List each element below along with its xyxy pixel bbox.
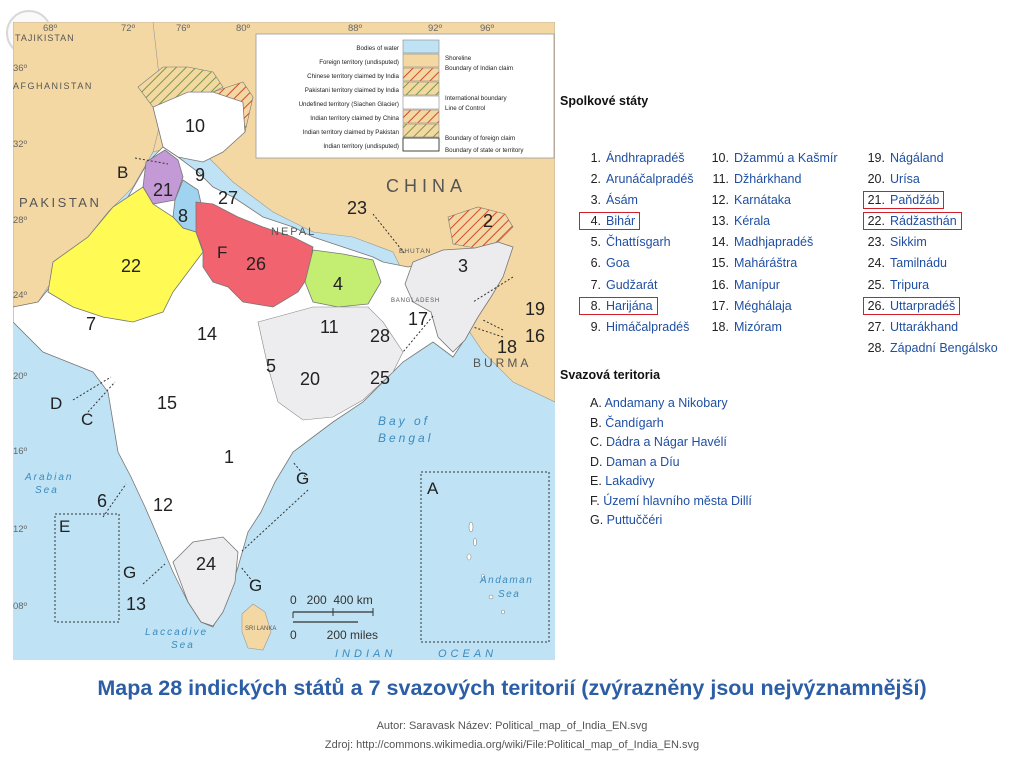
ut-name[interactable]: Daman a Díu (605, 454, 680, 469)
lon-label: 88º (348, 23, 363, 34)
state-number-label: 16 (525, 326, 546, 346)
label-bay: Bay of (378, 414, 431, 428)
state-number-label: 26 (246, 254, 267, 274)
ut-letter-label: C (81, 410, 94, 429)
state-list-item (710, 317, 838, 338)
ut-letter-label: F (217, 243, 228, 262)
label-china: CHINA (386, 176, 468, 196)
state-list-item (582, 296, 694, 317)
ut-list-item (590, 394, 752, 414)
ut-name[interactable]: Lakadivy (605, 474, 655, 488)
label-andaman-sea: Sea (498, 589, 521, 600)
state-name[interactable]: Madhjapradéš (734, 235, 814, 250)
state-number: 12. (711, 193, 729, 208)
ut-title: Svazová teritoria (560, 368, 661, 382)
ut-name[interactable]: Čandígarh (605, 415, 664, 430)
ut-letter: E. (590, 474, 606, 488)
state-number: 15. (711, 256, 729, 271)
state-name[interactable]: Himáčalpradéš (606, 319, 690, 334)
state-number-label: 7 (86, 314, 97, 334)
state-name[interactable]: Džhárkhand (734, 172, 802, 187)
state-number: 23. (867, 235, 885, 250)
states-title: Spolkové státy (560, 94, 649, 108)
ut-letter: B. (590, 415, 606, 430)
state-number-label: 12 (153, 495, 174, 515)
lat-label: 12º (13, 524, 28, 535)
state-list-item (866, 211, 998, 232)
state-number-label: 23 (347, 198, 368, 218)
state-name[interactable]: Nágáland (890, 151, 944, 165)
state-number-label: 6 (97, 491, 108, 511)
india-political-map (13, 22, 555, 660)
state-list-item (582, 211, 694, 232)
state-list-item (866, 317, 998, 338)
ut-letter-label: D (50, 394, 63, 413)
state-list-item (582, 253, 694, 274)
lat-label: 16º (13, 446, 28, 457)
state-number: 25. (867, 277, 885, 292)
state-number: 28. (867, 340, 885, 355)
state-list-item (866, 232, 998, 253)
legend-label: Indian territory claimed by Pakistan (302, 129, 399, 136)
state-number-label: 19 (525, 299, 546, 319)
label-pakistan: PAKISTAN (19, 195, 102, 210)
scale-miles: 0 200 miles (290, 628, 379, 642)
state-name[interactable]: Harijána (606, 298, 653, 313)
state-name[interactable]: Méghálaja (734, 298, 792, 313)
state-number: 26. (867, 298, 885, 313)
state-list-item (582, 317, 694, 338)
state-name[interactable]: Tripura (890, 277, 930, 292)
state-name[interactable]: Ándhrapradéš (606, 151, 685, 165)
state-list-item (710, 148, 838, 169)
ut-letter: G. (590, 513, 607, 527)
state-list-item (866, 338, 998, 359)
state-number-label: 5 (266, 356, 277, 376)
ut-letter: F. (590, 493, 604, 508)
state-number: 10. (711, 151, 729, 165)
ut-letter-label: E (59, 517, 71, 536)
state-number-label: 17 (408, 309, 429, 329)
lon-label: 92º (428, 23, 443, 34)
label-arabian-sea: Sea (35, 485, 59, 496)
state-name[interactable]: Rádžasthán (890, 214, 957, 229)
state-number-label: 25 (370, 368, 391, 388)
state-number-label: 20 (300, 369, 321, 389)
label-bangladesh: BANGLADESH (391, 298, 441, 304)
legend-label: Indian territory claimed by China (310, 115, 399, 122)
ut-letter-label: G (296, 469, 310, 488)
scale-km: 0 200 400 km (290, 593, 373, 607)
legend-label: Foreign territory (undisputed) (319, 59, 399, 66)
label-nepal: NEPAL (271, 226, 317, 238)
state-number-label: 4 (333, 274, 344, 294)
label-laccadive: Laccadive (145, 627, 209, 638)
label-afghanistan: AFGHANISTAN (13, 81, 93, 91)
state-list-item (866, 275, 998, 296)
state-list-item (582, 190, 694, 211)
state-name[interactable]: Goa (606, 256, 630, 271)
state-list-item (866, 190, 998, 211)
lon-label: 72º (121, 23, 136, 34)
label-laccadive-sea: Sea (171, 640, 195, 651)
ut-name[interactable]: Dádra a Nágar Havélí (605, 435, 727, 449)
legend-right-label: Boundary of foreign claim (445, 135, 516, 142)
state-number: 7. (590, 277, 601, 292)
ut-list-item (590, 433, 752, 453)
ut-letter: D. (590, 454, 606, 469)
highlight-box (579, 297, 658, 315)
state-name[interactable]: Tamilnádu (890, 256, 947, 271)
state-name[interactable]: Uttarpradéš (890, 298, 956, 313)
state-number: 19. (867, 151, 885, 165)
label-tajikistan: TAJIKISTAN (15, 33, 75, 43)
ut-letter-label: G (123, 563, 137, 582)
highlight-box (863, 191, 944, 209)
state-name[interactable]: Džammú a Kašmír (734, 151, 838, 165)
legend-label: Indian territory (undisputed) (323, 143, 399, 150)
state-number-label: 18 (497, 337, 518, 357)
state-name[interactable]: Paňdžáb (890, 193, 940, 208)
state-number-label: 9 (195, 165, 206, 185)
ut-letter-label: A (427, 479, 439, 498)
state-name[interactable]: Kérala (734, 214, 771, 229)
state-number-label: 8 (178, 206, 189, 226)
lat-label: 36º (13, 63, 28, 74)
state-number: 11. (712, 172, 729, 187)
ut-list-item (590, 472, 752, 492)
lon-label: 68º (43, 23, 58, 34)
ut-letter: A. (590, 396, 605, 410)
state-number-label: 22 (121, 256, 142, 276)
state-number-label: 11 (320, 317, 339, 337)
ut-list (590, 394, 752, 531)
state-name[interactable]: Uttarákhand (890, 319, 959, 334)
state-number: 27. (867, 319, 885, 334)
state-number-label: 28 (370, 326, 391, 346)
ut-letter-label: B (117, 163, 129, 182)
state-number: 17. (711, 298, 729, 313)
state-number-label: 1 (224, 447, 235, 467)
label-arabian: Arabian (25, 472, 74, 483)
lat-label: 24º (13, 290, 28, 301)
legend-right-label: Boundary of Indian claim (445, 65, 514, 72)
states-column-1 (582, 148, 694, 338)
state-number: 2. (590, 172, 601, 187)
state-name[interactable]: Manípur (734, 277, 780, 292)
ut-list-item (590, 492, 752, 512)
lat-label: 28º (13, 215, 28, 226)
state-list-item (866, 169, 998, 190)
lon-label: 96º (480, 23, 495, 34)
legend-label: Chinese territory claimed by India (307, 73, 399, 80)
state-number-label: 2 (483, 211, 494, 231)
highlight-box (863, 212, 962, 230)
label-indian: INDIAN (335, 648, 397, 660)
ut-list-item (590, 511, 752, 531)
state-number: 13. (711, 214, 729, 229)
ut-letter-label: G (249, 576, 263, 595)
credit-author: Autor: Saravask Název: Political_map_of_India_EN.svg (376, 720, 648, 732)
state-number-label: 27 (218, 188, 239, 208)
legend-label: Undefined territory (Siachen Glacier) (298, 101, 399, 108)
state-number: 6. (590, 256, 601, 271)
ut-name[interactable]: Puttuččéri (606, 513, 663, 527)
state-name[interactable]: Bihár (606, 214, 636, 229)
state-number: 1. (590, 151, 601, 165)
state-number-label: 10 (185, 116, 206, 136)
state-name[interactable]: Gudžarát (606, 277, 658, 292)
state-number-label: 13 (126, 594, 147, 614)
state-list-item (710, 296, 838, 317)
lon-label: 80º (236, 23, 251, 34)
state-number: 20. (867, 172, 885, 187)
state-list-item (710, 232, 838, 253)
states-column-2 (710, 148, 838, 338)
state-number: 24. (867, 256, 885, 271)
state-number: 21. (867, 193, 885, 208)
state-list-item (710, 253, 838, 274)
state-list-item (710, 211, 838, 232)
state-number-label: 24 (196, 554, 217, 574)
state-number-label: 15 (157, 393, 178, 413)
state-list-item (582, 232, 694, 253)
state-name[interactable]: Ásám (606, 193, 638, 208)
label-bhutan: BHUTAN (399, 248, 432, 255)
state-list-item (710, 275, 838, 296)
label-bengal: Bengal (378, 431, 434, 445)
legend-label: Pakistani territory claimed by India (304, 87, 399, 94)
lat-label: 08º (13, 601, 28, 612)
ut-list-item (590, 414, 752, 434)
ut-name[interactable]: Území hlavního města Dillí (603, 493, 752, 508)
ut-letter: C. (590, 435, 606, 449)
ut-list-item (590, 453, 752, 473)
credit-source: Zdroj: http://commons.wikimedia.org/wiki/File:Political_map_of_India_EN.svg (324, 739, 700, 751)
state-list-item (582, 169, 694, 190)
lat-label: 32º (13, 139, 28, 150)
label-andaman: Andaman (480, 575, 534, 586)
ut-name[interactable]: Andamany a Nikobary (604, 396, 728, 410)
lat-label: 20º (13, 371, 28, 382)
state-number: 3. (590, 193, 601, 208)
caption: Mapa 28 indických států a 7 svazových teritorií (zvýrazněny jsou nejvýznamnější) (97, 676, 927, 700)
state-name[interactable]: Mizóram (734, 319, 782, 334)
state-name[interactable]: Karnátaka (734, 193, 791, 208)
states-column-3 (866, 148, 998, 359)
legend-right-label: International boundary (445, 95, 507, 102)
lon-label: 76º (176, 23, 191, 34)
state-number: 16. (711, 277, 729, 292)
state-list-item (710, 190, 838, 211)
state-number-label: 3 (458, 256, 469, 276)
state-number: 18. (711, 319, 729, 334)
state-list-item (582, 275, 694, 296)
legend-right-label: Line of Control (445, 105, 486, 112)
state-name[interactable]: Čhattísgarh (606, 235, 671, 250)
state-name[interactable]: Arunáčalpradéš (606, 172, 694, 187)
state-list-item (866, 148, 998, 169)
legend-right-label: Boundary of state or territory (445, 147, 524, 154)
state-number: 9. (590, 319, 601, 334)
state-name[interactable]: Urísa (890, 172, 920, 187)
legend-label: Bodies of water (356, 45, 399, 52)
state-name[interactable]: Maháráštra (734, 256, 798, 271)
label-ocean: OCEAN (438, 648, 498, 660)
state-name[interactable]: Sikkim (890, 235, 927, 250)
state-number: 14. (711, 235, 729, 250)
label-burma: BURMA (473, 356, 532, 370)
state-list-item (866, 296, 998, 317)
label-sri-lanka: SRI LANKA (245, 626, 277, 632)
highlight-box (863, 297, 960, 315)
state-number: 22. (867, 214, 885, 229)
highlight-box (579, 212, 640, 230)
state-number: 8. (590, 298, 601, 313)
state-number-label: 21 (153, 180, 174, 200)
state-number: 5. (590, 235, 601, 250)
state-list-item (582, 148, 694, 169)
state-number-label: 14 (197, 324, 218, 344)
state-list-item (866, 253, 998, 274)
state-list-item (710, 169, 838, 190)
legend-right-label: Shoreline (445, 55, 472, 62)
state-number: 4. (590, 214, 601, 229)
state-name[interactable]: Západní Bengálsko (890, 340, 998, 355)
